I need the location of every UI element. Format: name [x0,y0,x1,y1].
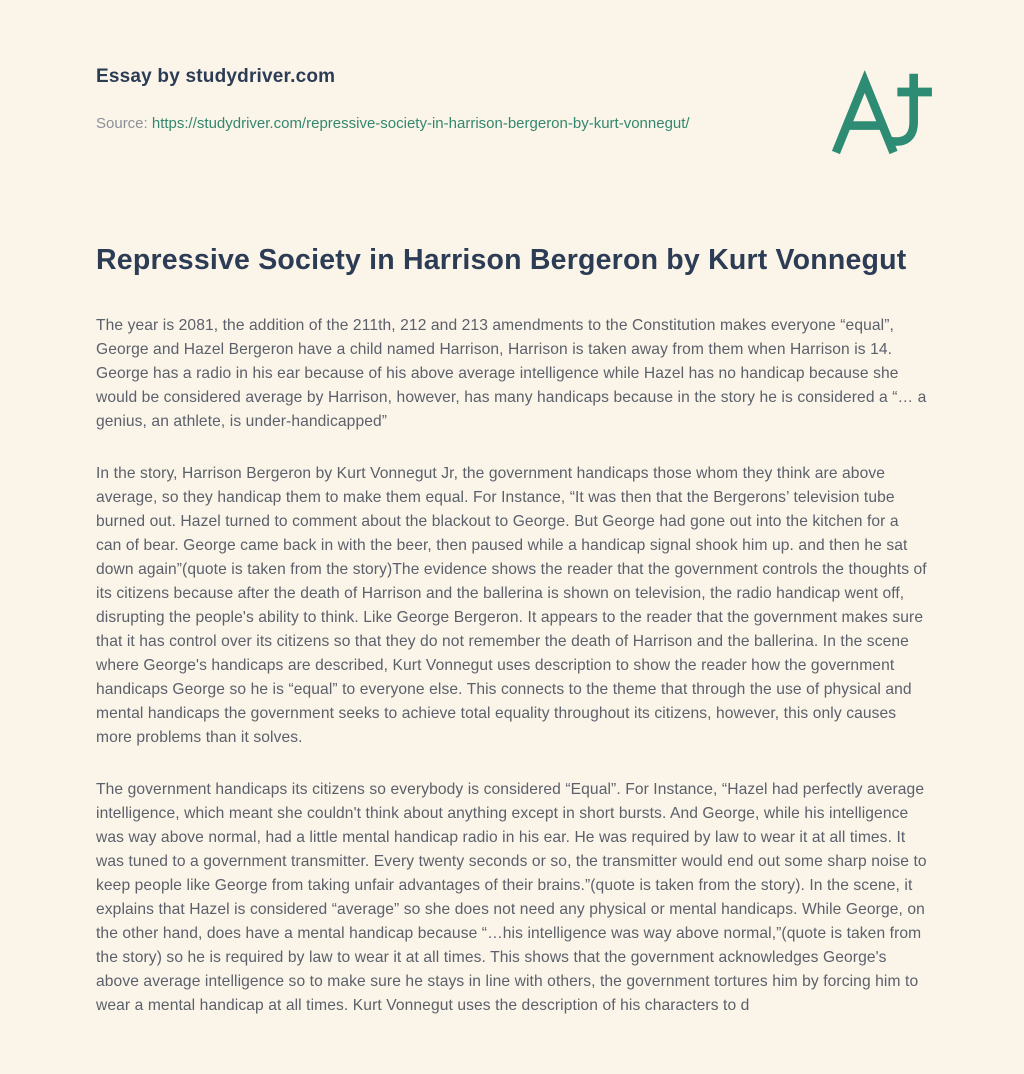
essay-paragraph-2: In the story, Harrison Bergeron by Kurt Vonnegut Jr, the government handicaps those whom they think are above average, so they handicap them to make them equal. For Instance, “It was then that the Bergerons’ television tube burned out. Hazel turned to comment about the blackout to George. But George had gone out into the kitchen for a can of bear. George came back in with the beer, then paused while a handicap signal shook him up. and then he sat down again”(quote is taken from the story)The evidence shows the reader that the government controls the thoughts of its citizens because after the death of Harrison and the ballerina is shown on television, the radio handicap went off, disrupting the people's ability to think. Like George Bergeron. It appears to the reader that the government makes sure that it has control over its citizens so that they do not remember the death of Harrison and the ballerina. In the scene where George's handicaps are described, Kurt Vonnegut uses description to show the reader how the government handicaps George so he is “equal” to everyone else. This connects to the theme that through the use of physical and mental handicaps the government seeks to achieve total equality throughout its citizens, however, this only causes more problems than it solves. [96,465,927,747]
logo-j-stroke [890,74,914,142]
source-line [96,112,716,136]
essay-byline: Essay by studydriver.com [96,66,336,87]
studydriver-logo-icon [828,68,936,164]
essay-body [96,314,928,1018]
source-url-link[interactable]: https://studydriver.com/repressive-society-in-harrison-bergeron-by-kurt-vonnegut/ [151,115,690,132]
logo-a-stroke [836,81,894,152]
essay-paragraph-3: The government handicaps its citizens so everybody is considered “Equal”. For Instance, “Hazel had perfectly average intelligence, which meant she couldn't think about anything except in short bursts. And George, while his intelligence was way above normal, had a little mental handicap radio in his ear. He was required by law to wear it at all times. It was tuned to a government transmitter. Every twenty seconds or so, the transmitter would end out some sharp noise to keep people like George from taking unfair advantages of their brains.”(quote is taken from the story). In the scene, it explains that Hazel is considered “average” so she does not need any physical or mental handicaps. While George, on the other hand, does have a mental handicap because “…his intelligence was way above normal,”(quote is taken from the story) so he is required by law to wear it at all times. This shows that the government acknowledges George's above average intelligence so to make sure he stays in line with others, the government tortures him by forcing him to wear a mental handicap at all times. Kurt Vonnegut uses the description of his characters to d [96,781,927,1015]
essay-paragraph-1: The year is 2081, the addition of the 211th, 212 and 213 amendments to the Constitution makes everyone “equal”, George and Hazel Bergeron have a child named Harrison, Harrison is taken away from them when Harrison is 14. George has a radio in his ear because of his above average intelligence while Hazel has no handicap because she would be considered average by Harrison, however, has many handicaps because in the story he is considered a “… a genius, an athlete, is under-handicapped” [96,317,927,431]
page-title: Repressive Society in Harrison Bergeron by Kurt Vonnegut [96,244,907,276]
source-label: Source: [96,115,148,132]
